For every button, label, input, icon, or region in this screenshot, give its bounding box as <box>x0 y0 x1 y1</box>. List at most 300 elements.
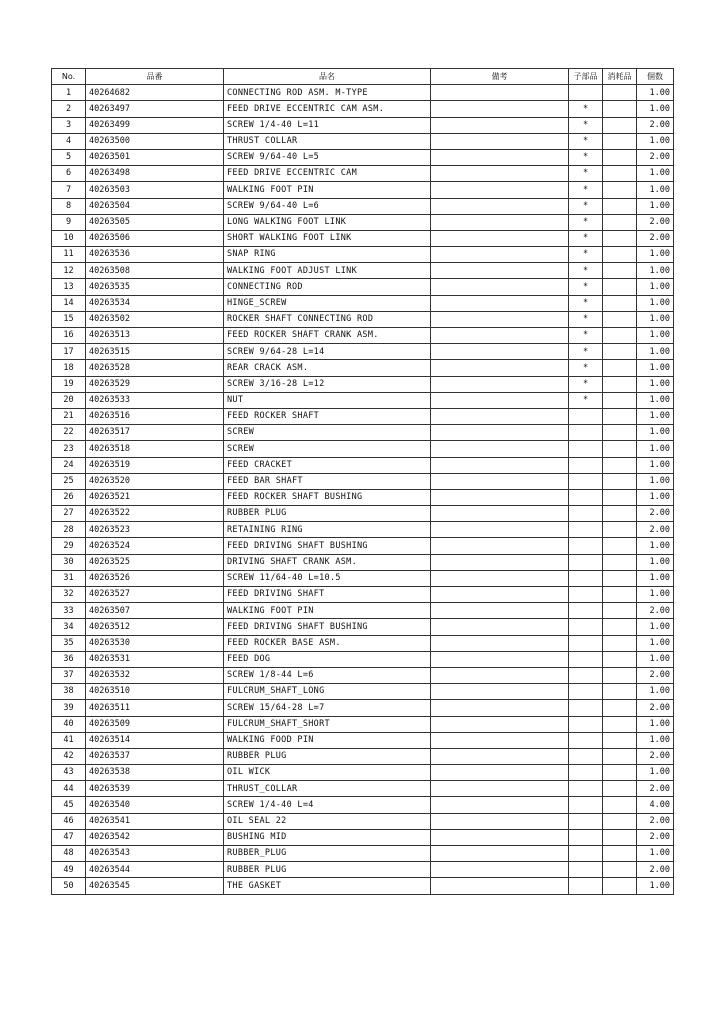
consumable-mark <box>603 635 637 651</box>
row-number: 2 <box>52 101 86 117</box>
consumable-mark <box>603 441 637 457</box>
part-name-cell: OIL WICK <box>224 765 431 781</box>
part-number-cell: 40263543 <box>86 846 224 862</box>
sub-part-mark <box>569 635 603 651</box>
table-row <box>52 635 674 651</box>
sub-part-mark: * <box>569 247 603 263</box>
part-number-cell: 40263535 <box>86 279 224 295</box>
table-row <box>52 408 674 424</box>
quantity-cell: 1.00 <box>637 635 674 651</box>
quantity-cell: 1.00 <box>637 441 674 457</box>
sub-part-mark: * <box>569 392 603 408</box>
table-row <box>52 489 674 505</box>
part-name-cell: RUBBER PLUG <box>224 748 431 764</box>
remarks-cell <box>431 295 569 311</box>
remarks-cell <box>431 635 569 651</box>
table-row <box>52 619 674 635</box>
part-name-cell: FULCRUM_SHAFT_SHORT <box>224 716 431 732</box>
remarks-cell <box>431 813 569 829</box>
consumable-mark <box>603 198 637 214</box>
part-name-cell: DRIVING SHAFT CRANK ASM. <box>224 554 431 570</box>
part-number-cell: 40263514 <box>86 732 224 748</box>
table-row <box>52 166 674 182</box>
part-number-cell: 40263530 <box>86 635 224 651</box>
remarks-cell <box>431 182 569 198</box>
quantity-cell: 2.00 <box>637 522 674 538</box>
sub-part-mark <box>569 797 603 813</box>
sub-part-mark <box>569 765 603 781</box>
quantity-cell: 2.00 <box>637 748 674 764</box>
remarks-cell <box>431 263 569 279</box>
row-number: 15 <box>52 311 86 327</box>
remarks-cell <box>431 748 569 764</box>
remarks-cell <box>431 716 569 732</box>
row-number: 21 <box>52 408 86 424</box>
sub-part-mark: * <box>569 198 603 214</box>
quantity-cell: 1.00 <box>637 408 674 424</box>
part-name-cell: FEED DRIVING SHAFT <box>224 587 431 603</box>
table-row <box>52 85 674 101</box>
part-number-cell: 40263527 <box>86 587 224 603</box>
consumable-mark <box>603 457 637 473</box>
consumable-mark <box>603 408 637 424</box>
row-number: 19 <box>52 376 86 392</box>
row-number: 42 <box>52 748 86 764</box>
remarks-cell <box>431 651 569 667</box>
remarks-cell <box>431 846 569 862</box>
sub-part-mark <box>569 700 603 716</box>
part-number-cell: 40263522 <box>86 506 224 522</box>
remarks-cell <box>431 408 569 424</box>
row-number: 18 <box>52 360 86 376</box>
part-number-cell: 40263533 <box>86 392 224 408</box>
consumable-mark <box>603 149 637 165</box>
quantity-cell: 2.00 <box>637 230 674 246</box>
consumable-mark <box>603 829 637 845</box>
sub-part-mark: * <box>569 166 603 182</box>
row-number: 44 <box>52 781 86 797</box>
table-row <box>52 781 674 797</box>
quantity-cell: 1.00 <box>637 765 674 781</box>
part-number-cell: 40263503 <box>86 182 224 198</box>
part-number-cell: 40263499 <box>86 117 224 133</box>
quantity-cell: 1.00 <box>637 392 674 408</box>
consumable-mark <box>603 587 637 603</box>
part-name-cell: SCREW 9/64-28 L=14 <box>224 344 431 360</box>
consumable-mark <box>603 473 637 489</box>
part-name-cell: FULCRUM_SHAFT_LONG <box>224 684 431 700</box>
header-no: No. <box>52 69 86 85</box>
table-row <box>52 214 674 230</box>
row-number: 32 <box>52 587 86 603</box>
part-name-cell: RETAINING RING <box>224 522 431 538</box>
row-number: 28 <box>52 522 86 538</box>
table-row <box>52 554 674 570</box>
table-row <box>52 376 674 392</box>
row-number: 34 <box>52 619 86 635</box>
part-number-cell: 40263502 <box>86 311 224 327</box>
sub-part-mark <box>569 684 603 700</box>
quantity-cell: 1.00 <box>637 328 674 344</box>
consumable-mark <box>603 878 637 894</box>
part-name-cell: OIL SEAL 22 <box>224 813 431 829</box>
parts-list-table <box>51 68 674 895</box>
remarks-cell <box>431 619 569 635</box>
consumable-mark <box>603 101 637 117</box>
part-number-cell: 40263521 <box>86 489 224 505</box>
remarks-cell <box>431 101 569 117</box>
table-row <box>52 457 674 473</box>
table-row <box>52 263 674 279</box>
part-number-cell: 40263534 <box>86 295 224 311</box>
consumable-mark <box>603 667 637 683</box>
table-row <box>52 878 674 894</box>
table-row <box>52 279 674 295</box>
quantity-cell: 1.00 <box>637 587 674 603</box>
sub-part-mark <box>569 538 603 554</box>
sub-part-mark: * <box>569 133 603 149</box>
quantity-cell: 1.00 <box>637 425 674 441</box>
table-row <box>52 716 674 732</box>
row-number: 50 <box>52 878 86 894</box>
quantity-cell: 1.00 <box>637 101 674 117</box>
part-name-cell: SCREW 1/4-40 L=11 <box>224 117 431 133</box>
part-name-cell: WALKING FOOT ADJUST LINK <box>224 263 431 279</box>
sub-part-mark: * <box>569 101 603 117</box>
row-number: 36 <box>52 651 86 667</box>
quantity-cell: 1.00 <box>637 716 674 732</box>
table-row <box>52 813 674 829</box>
table-row <box>52 295 674 311</box>
consumable-mark <box>603 619 637 635</box>
remarks-cell <box>431 441 569 457</box>
quantity-cell: 1.00 <box>637 182 674 198</box>
quantity-cell: 1.00 <box>637 619 674 635</box>
consumable-mark <box>603 392 637 408</box>
part-number-cell: 40263498 <box>86 166 224 182</box>
part-name-cell: FEED ROCKER SHAFT <box>224 408 431 424</box>
sub-part-mark <box>569 408 603 424</box>
consumable-mark <box>603 311 637 327</box>
consumable-mark <box>603 554 637 570</box>
remarks-cell <box>431 457 569 473</box>
remarks-cell <box>431 506 569 522</box>
table-row <box>52 700 674 716</box>
part-number-cell: 40263509 <box>86 716 224 732</box>
remarks-cell <box>431 522 569 538</box>
quantity-cell: 1.00 <box>637 133 674 149</box>
remarks-cell <box>431 732 569 748</box>
remarks-cell <box>431 829 569 845</box>
consumable-mark <box>603 603 637 619</box>
consumable-mark <box>603 781 637 797</box>
remarks-cell <box>431 425 569 441</box>
part-name-cell: SNAP RING <box>224 247 431 263</box>
quantity-cell: 1.00 <box>637 457 674 473</box>
quantity-cell: 1.00 <box>637 311 674 327</box>
sub-part-mark: * <box>569 295 603 311</box>
part-name-cell: FEED ROCKER BASE ASM. <box>224 635 431 651</box>
sub-part-mark: * <box>569 279 603 295</box>
remarks-cell <box>431 878 569 894</box>
remarks-cell <box>431 765 569 781</box>
sub-part-mark <box>569 489 603 505</box>
sub-part-mark <box>569 425 603 441</box>
row-number: 13 <box>52 279 86 295</box>
consumable-mark <box>603 716 637 732</box>
sub-part-mark <box>569 506 603 522</box>
part-number-cell: 40263523 <box>86 522 224 538</box>
remarks-cell <box>431 214 569 230</box>
table-row <box>52 538 674 554</box>
row-number: 39 <box>52 700 86 716</box>
consumable-mark <box>603 182 637 198</box>
remarks-cell <box>431 133 569 149</box>
part-name-cell: FEED CRACKET <box>224 457 431 473</box>
part-number-cell: 40263519 <box>86 457 224 473</box>
quantity-cell: 1.00 <box>637 198 674 214</box>
part-name-cell: WALKING FOOT PIN <box>224 182 431 198</box>
consumable-mark <box>603 133 637 149</box>
table-row <box>52 149 674 165</box>
table-row <box>52 133 674 149</box>
row-number: 37 <box>52 667 86 683</box>
row-number: 43 <box>52 765 86 781</box>
part-name-cell: FEED DOG <box>224 651 431 667</box>
consumable-mark <box>603 376 637 392</box>
part-name-cell: FEED ROCKER SHAFT BUSHING <box>224 489 431 505</box>
table-row <box>52 587 674 603</box>
row-number: 7 <box>52 182 86 198</box>
part-number-cell: 40263540 <box>86 797 224 813</box>
quantity-cell: 2.00 <box>637 700 674 716</box>
consumable-mark <box>603 166 637 182</box>
part-number-cell: 40263526 <box>86 570 224 586</box>
part-name-cell: SCREW 15/64-28 L=7 <box>224 700 431 716</box>
table-row <box>52 360 674 376</box>
remarks-cell <box>431 781 569 797</box>
consumable-mark <box>603 506 637 522</box>
part-name-cell: RUBBER PLUG <box>224 862 431 878</box>
sub-part-mark <box>569 570 603 586</box>
consumable-mark <box>603 846 637 862</box>
remarks-cell <box>431 117 569 133</box>
part-number-cell: 40263507 <box>86 603 224 619</box>
part-name-cell: NUT <box>224 392 431 408</box>
row-number: 4 <box>52 133 86 149</box>
consumable-mark <box>603 247 637 263</box>
consumable-mark <box>603 295 637 311</box>
table-row <box>52 473 674 489</box>
table-row <box>52 311 674 327</box>
row-number: 11 <box>52 247 86 263</box>
part-number-cell: 40263506 <box>86 230 224 246</box>
part-number-cell: 40263545 <box>86 878 224 894</box>
part-number-cell: 40263541 <box>86 813 224 829</box>
part-name-cell: THE GASKET <box>224 878 431 894</box>
consumable-mark <box>603 862 637 878</box>
sub-part-mark <box>569 667 603 683</box>
table-row <box>52 344 674 360</box>
row-number: 48 <box>52 846 86 862</box>
consumable-mark <box>603 85 637 101</box>
quantity-cell: 1.00 <box>637 85 674 101</box>
table-row <box>52 732 674 748</box>
remarks-cell <box>431 85 569 101</box>
quantity-cell: 1.00 <box>637 538 674 554</box>
quantity-cell: 1.00 <box>637 166 674 182</box>
part-number-cell: 40263513 <box>86 328 224 344</box>
sub-part-mark <box>569 554 603 570</box>
part-name-cell: SCREW 9/64-40 L=5 <box>224 149 431 165</box>
table-row <box>52 603 674 619</box>
part-name-cell: FEED DRIVE ECCENTRIC CAM <box>224 166 431 182</box>
sub-part-mark <box>569 587 603 603</box>
row-number: 22 <box>52 425 86 441</box>
row-number: 45 <box>52 797 86 813</box>
quantity-cell: 1.00 <box>637 846 674 862</box>
part-number-cell: 40263501 <box>86 149 224 165</box>
part-number-cell: 40263537 <box>86 748 224 764</box>
consumable-mark <box>603 214 637 230</box>
row-number: 30 <box>52 554 86 570</box>
consumable-mark <box>603 684 637 700</box>
consumable-mark <box>603 279 637 295</box>
sub-part-mark <box>569 457 603 473</box>
row-number: 47 <box>52 829 86 845</box>
row-number: 49 <box>52 862 86 878</box>
part-number-cell: 40263512 <box>86 619 224 635</box>
remarks-cell <box>431 797 569 813</box>
quantity-cell: 2.00 <box>637 813 674 829</box>
sub-part-mark <box>569 619 603 635</box>
quantity-cell: 1.00 <box>637 554 674 570</box>
remarks-cell <box>431 279 569 295</box>
remarks-cell <box>431 311 569 327</box>
part-number-cell: 40263520 <box>86 473 224 489</box>
row-number: 20 <box>52 392 86 408</box>
row-number: 35 <box>52 635 86 651</box>
table-row <box>52 182 674 198</box>
part-number-cell: 40263510 <box>86 684 224 700</box>
part-name-cell: BUSHING MID <box>224 829 431 845</box>
remarks-cell <box>431 344 569 360</box>
remarks-cell <box>431 149 569 165</box>
table-row <box>52 765 674 781</box>
table-row <box>52 425 674 441</box>
row-number: 31 <box>52 570 86 586</box>
table-row <box>52 441 674 457</box>
remarks-cell <box>431 230 569 246</box>
consumable-mark <box>603 117 637 133</box>
quantity-cell: 2.00 <box>637 829 674 845</box>
part-name-cell: SCREW <box>224 441 431 457</box>
sub-part-mark <box>569 878 603 894</box>
row-number: 16 <box>52 328 86 344</box>
remarks-cell <box>431 538 569 554</box>
table-row <box>52 829 674 845</box>
quantity-cell: 1.00 <box>637 878 674 894</box>
consumable-mark <box>603 765 637 781</box>
part-number-cell: 40263532 <box>86 667 224 683</box>
row-number: 41 <box>52 732 86 748</box>
quantity-cell: 1.00 <box>637 344 674 360</box>
part-name-cell: LONG WALKING FOOT LINK <box>224 214 431 230</box>
table-row <box>52 522 674 538</box>
part-name-cell: RUBBER PLUG <box>224 506 431 522</box>
header-remarks: 備考 <box>431 69 569 85</box>
consumable-mark <box>603 570 637 586</box>
remarks-cell <box>431 554 569 570</box>
header-quantity: 個数 <box>637 69 674 85</box>
part-number-cell: 40263525 <box>86 554 224 570</box>
part-name-cell: REAR CRACK ASM. <box>224 360 431 376</box>
table-row <box>52 667 674 683</box>
part-number-cell: 40263536 <box>86 247 224 263</box>
row-number: 10 <box>52 230 86 246</box>
table-row <box>52 651 674 667</box>
sub-part-mark: * <box>569 328 603 344</box>
part-name-cell: FEED DRIVE ECCENTRIC CAM ASM. <box>224 101 431 117</box>
remarks-cell <box>431 667 569 683</box>
quantity-cell: 2.00 <box>637 506 674 522</box>
row-number: 26 <box>52 489 86 505</box>
part-number-cell: 40263516 <box>86 408 224 424</box>
remarks-cell <box>431 473 569 489</box>
sub-part-mark <box>569 748 603 764</box>
table-row <box>52 570 674 586</box>
part-name-cell: FEED ROCKER SHAFT CRANK ASM. <box>224 328 431 344</box>
quantity-cell: 2.00 <box>637 667 674 683</box>
remarks-cell <box>431 376 569 392</box>
table-row <box>52 117 674 133</box>
consumable-mark <box>603 732 637 748</box>
consumable-mark <box>603 651 637 667</box>
header-part-number: 品番 <box>86 69 224 85</box>
table-row <box>52 684 674 700</box>
part-number-cell: 40263508 <box>86 263 224 279</box>
row-number: 23 <box>52 441 86 457</box>
consumable-mark <box>603 263 637 279</box>
part-name-cell: SHORT WALKING FOOT LINK <box>224 230 431 246</box>
part-number-cell: 40264682 <box>86 85 224 101</box>
part-number-cell: 40263511 <box>86 700 224 716</box>
part-number-cell: 40263497 <box>86 101 224 117</box>
header-consumable: 消耗品 <box>603 69 637 85</box>
sub-part-mark <box>569 473 603 489</box>
quantity-cell: 1.00 <box>637 295 674 311</box>
remarks-cell <box>431 198 569 214</box>
part-number-cell: 40263528 <box>86 360 224 376</box>
consumable-mark <box>603 230 637 246</box>
quantity-cell: 1.00 <box>637 570 674 586</box>
part-number-cell: 40263531 <box>86 651 224 667</box>
row-number: 17 <box>52 344 86 360</box>
table-row <box>52 797 674 813</box>
row-number: 27 <box>52 506 86 522</box>
row-number: 8 <box>52 198 86 214</box>
sub-part-mark <box>569 846 603 862</box>
table-row <box>52 862 674 878</box>
part-name-cell: WALKING FOOD PIN <box>224 732 431 748</box>
part-number-cell: 40263538 <box>86 765 224 781</box>
sub-part-mark <box>569 716 603 732</box>
quantity-cell: 1.00 <box>637 263 674 279</box>
row-number: 24 <box>52 457 86 473</box>
part-name-cell: RUBBER_PLUG <box>224 846 431 862</box>
quantity-cell: 1.00 <box>637 651 674 667</box>
quantity-cell: 1.00 <box>637 489 674 505</box>
